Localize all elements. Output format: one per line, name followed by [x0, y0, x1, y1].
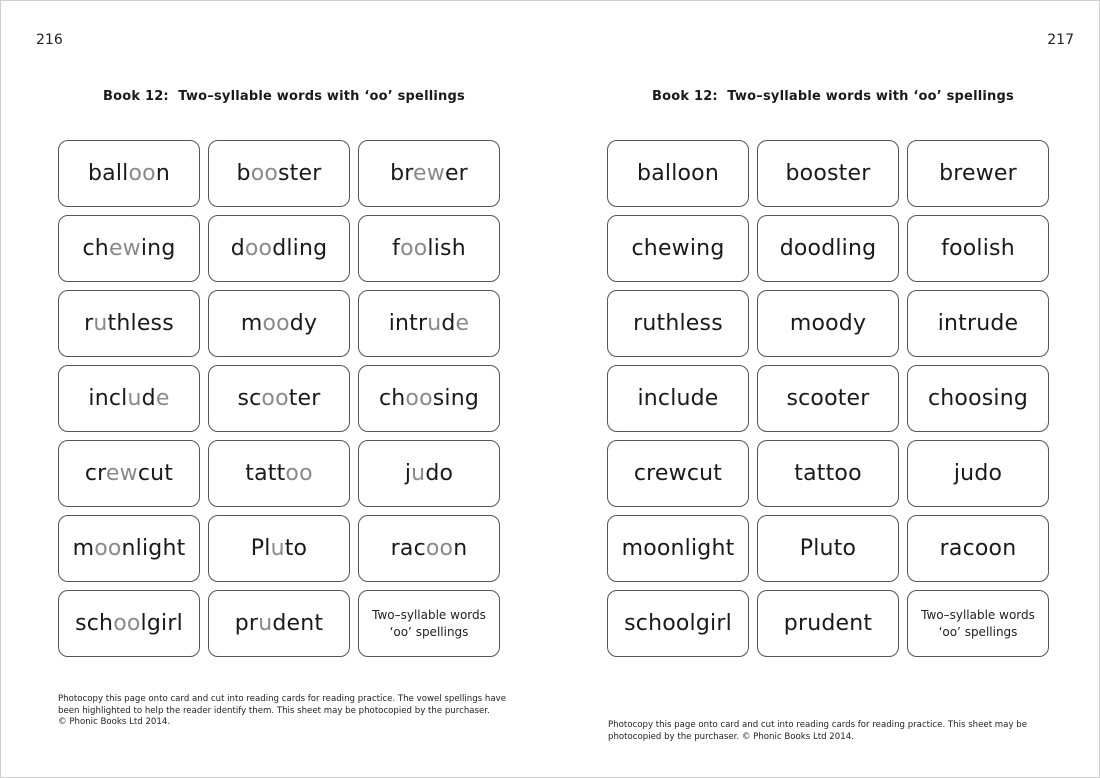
word-segment: intrude	[937, 311, 1019, 336]
page-title: Book 12: Two–syllable words with ‘oo’ spellings	[652, 89, 1014, 104]
word-segment: brewer	[939, 161, 1017, 186]
card-word	[637, 161, 719, 186]
card-word	[940, 536, 1017, 561]
word-segment: lgirl	[140, 611, 183, 636]
card-word	[780, 236, 877, 261]
card-word	[390, 161, 468, 186]
page-title: Book 12: Two–syllable words with ‘oo’ spellings	[103, 89, 465, 104]
vowel-highlight: u	[411, 461, 426, 486]
word-segment: br	[390, 161, 413, 186]
vowel-highlight: u	[427, 311, 442, 336]
vowel-highlight: u	[93, 311, 108, 336]
word-segment: er	[444, 161, 468, 186]
word-card	[757, 515, 899, 582]
card-word	[235, 611, 323, 636]
word-card	[757, 365, 899, 432]
word-card	[208, 215, 350, 282]
card-word	[622, 536, 735, 561]
vowel-highlight: oo	[244, 236, 273, 261]
word-segment: ball	[88, 161, 129, 186]
word-card	[907, 215, 1049, 282]
word-segment: incl	[88, 386, 128, 411]
word-segment: r	[84, 311, 94, 336]
word-segment: dy	[289, 311, 318, 336]
word-card	[358, 290, 500, 357]
word-segment: prudent	[783, 611, 873, 636]
word-segment: ster	[278, 161, 322, 186]
word-segment: intr	[388, 311, 428, 336]
word-segment: racoon	[939, 536, 1017, 561]
vowel-highlight: oo	[94, 536, 122, 561]
word-card	[358, 440, 500, 507]
word-card	[907, 515, 1049, 582]
card-word	[73, 536, 186, 561]
word-segment: cut	[137, 461, 174, 486]
card-word	[389, 311, 470, 336]
card-word	[938, 311, 1019, 336]
word-segment: balloon	[637, 161, 719, 186]
card-word	[379, 386, 479, 411]
set-label-text: Two–syllable words ‘oo’ spellings	[921, 607, 1035, 639]
word-card	[358, 140, 500, 207]
word-segment: doodling	[779, 236, 877, 261]
word-segment: ing	[140, 236, 176, 261]
card-word	[637, 386, 718, 411]
word-card	[58, 290, 200, 357]
word-card	[757, 590, 899, 657]
card-word	[392, 236, 466, 261]
word-segment: Pl	[250, 536, 271, 561]
card-word	[941, 236, 1015, 261]
word-segment: ch	[378, 386, 406, 411]
card-word	[84, 311, 174, 336]
vowel-highlight: oo	[250, 161, 279, 186]
page-number: 216	[36, 32, 63, 48]
word-card	[607, 515, 749, 582]
word-segment: d	[230, 236, 245, 261]
vowel-highlight: u	[127, 386, 142, 411]
vowel-highlight: oo	[128, 161, 156, 186]
word-card	[208, 140, 350, 207]
word-segment: ter	[288, 386, 321, 411]
word-card	[757, 290, 899, 357]
word-segment: d	[441, 311, 456, 336]
page-number: 217	[1047, 32, 1074, 48]
card-word	[391, 536, 468, 561]
word-segment: choosing	[927, 386, 1029, 411]
card-word	[231, 236, 328, 261]
word-card	[58, 515, 200, 582]
word-segment: Pluto	[799, 536, 857, 561]
word-segment: d	[141, 386, 156, 411]
vowel-highlight: oo	[285, 461, 313, 486]
word-card	[607, 215, 749, 282]
word-segment: scooter	[786, 386, 870, 411]
word-segment: cr	[84, 461, 106, 486]
card-word	[85, 461, 173, 486]
card-word	[82, 236, 175, 261]
word-card	[757, 140, 899, 207]
word-card	[607, 365, 749, 432]
word-segment: thless	[107, 311, 174, 336]
set-label-card	[358, 590, 500, 657]
word-segment: moonlight	[621, 536, 735, 561]
vowel-highlight: oo	[400, 236, 428, 261]
word-card	[358, 365, 500, 432]
card-word	[75, 611, 183, 636]
card-grid	[607, 140, 1049, 657]
card-word	[624, 611, 732, 636]
card-word	[88, 161, 170, 186]
card-word	[939, 161, 1017, 186]
word-segment: booster	[785, 161, 871, 186]
card-word	[790, 311, 866, 336]
card-word	[88, 386, 169, 411]
word-card	[907, 440, 1049, 507]
word-segment: m	[72, 536, 95, 561]
card-word	[245, 461, 313, 486]
card-word	[241, 311, 317, 336]
card-word	[632, 236, 725, 261]
word-card	[358, 515, 500, 582]
card-word	[405, 461, 453, 486]
set-label-text: Two–syllable words ‘oo’ spellings	[372, 607, 486, 639]
word-segment: tattoo	[794, 461, 862, 486]
vowel-highlight: e	[155, 386, 170, 411]
word-card	[208, 290, 350, 357]
word-card	[607, 140, 749, 207]
card-word	[928, 386, 1028, 411]
word-card	[208, 365, 350, 432]
word-card	[58, 215, 200, 282]
vowel-highlight: oo	[261, 386, 289, 411]
word-segment: do	[425, 461, 454, 486]
word-card	[358, 215, 500, 282]
word-card	[58, 440, 200, 507]
card-word	[786, 161, 871, 186]
right-page	[550, 0, 1100, 778]
vowel-highlight: oo	[425, 536, 454, 561]
word-segment: rac	[390, 536, 426, 561]
word-segment: n	[155, 161, 170, 186]
word-segment: j	[404, 461, 412, 486]
card-word	[954, 461, 1002, 486]
word-card	[208, 440, 350, 507]
footnote: Photocopy this page onto card and cut into reading cards for reading practice. This sheet may be photocopied by the purchaser. © Phonic Books Ltd 2014.	[608, 720, 1027, 742]
word-card	[607, 290, 749, 357]
vowel-highlight: u	[270, 536, 285, 561]
word-segment: crewcut	[633, 461, 723, 486]
word-segment: tatt	[245, 461, 286, 486]
card-word	[237, 161, 322, 186]
set-label-card	[907, 590, 1049, 657]
vowel-highlight: ew	[108, 236, 141, 261]
vowel-highlight: oo	[405, 386, 433, 411]
word-card	[208, 590, 350, 657]
word-card	[58, 590, 200, 657]
word-segment: schoolgirl	[624, 611, 732, 636]
word-card	[757, 440, 899, 507]
word-segment: dling	[272, 236, 328, 261]
word-segment: sch	[75, 611, 114, 636]
word-segment: pr	[234, 611, 259, 636]
word-segment: moody	[789, 311, 867, 336]
vowel-highlight: ew	[105, 461, 138, 486]
vowel-highlight: oo	[262, 311, 290, 336]
card-word	[800, 536, 856, 561]
word-card	[58, 365, 200, 432]
word-segment: judo	[953, 461, 1003, 486]
card-word	[634, 461, 722, 486]
word-segment: chewing	[631, 236, 725, 261]
word-card	[58, 140, 200, 207]
word-segment: lish	[427, 236, 466, 261]
word-segment: include	[637, 386, 719, 411]
word-card	[907, 140, 1049, 207]
vowel-highlight: oo	[113, 611, 141, 636]
card-word	[786, 386, 869, 411]
word-segment: dent	[272, 611, 324, 636]
card-word	[794, 461, 861, 486]
word-segment: m	[240, 311, 263, 336]
word-card	[208, 515, 350, 582]
footnote: Photocopy this page onto card and cut into reading cards for reading practice. The vowel spellings have been highlighted to help the reader identify them. This sheet may be photocopied by the purchaser. © Phonic Books Ltd 2014.	[58, 694, 506, 727]
word-card	[607, 440, 749, 507]
word-segment: f	[392, 236, 401, 261]
card-word	[251, 536, 307, 561]
word-segment: sc	[237, 386, 262, 411]
word-segment: to	[284, 536, 308, 561]
vowel-highlight: ew	[413, 161, 445, 186]
word-segment: foolish	[941, 236, 1015, 261]
word-segment: nlight	[121, 536, 186, 561]
word-segment: ruthless	[633, 311, 723, 336]
card-word	[237, 386, 320, 411]
card-word	[633, 311, 723, 336]
word-segment: n	[453, 536, 468, 561]
word-card	[757, 215, 899, 282]
word-segment: ch	[82, 236, 109, 261]
vowel-highlight: e	[455, 311, 470, 336]
word-segment: b	[236, 161, 251, 186]
word-card	[607, 590, 749, 657]
vowel-highlight: u	[258, 611, 273, 636]
word-card	[907, 365, 1049, 432]
card-grid	[58, 140, 500, 657]
word-card	[907, 290, 1049, 357]
card-word	[784, 611, 872, 636]
word-segment: sing	[432, 386, 480, 411]
